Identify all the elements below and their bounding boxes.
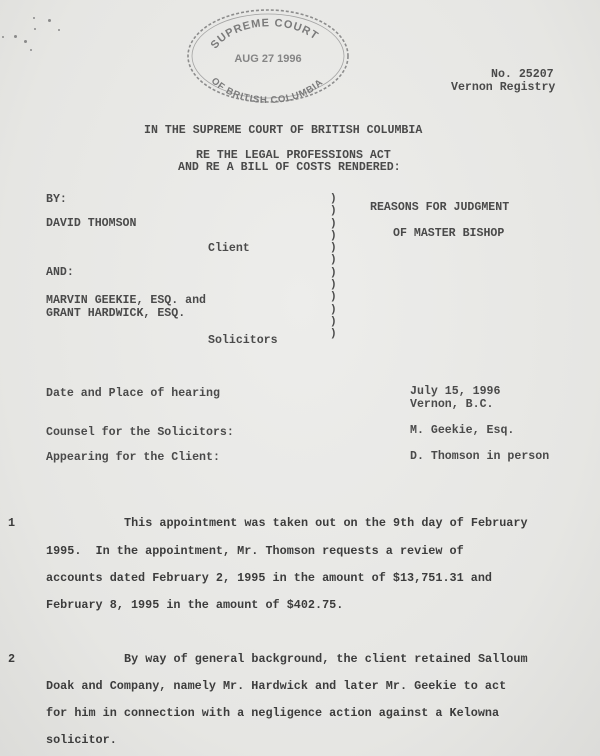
judgment-title-1: REASONS FOR JUDGMENT (370, 201, 510, 214)
paragraph-line: 1995. In the appointment, Mr. Thomson requests a review of (46, 544, 464, 558)
stamp-date: AUG 27 1996 (234, 53, 302, 65)
hearing-date-value: July 15, 1996 (410, 385, 501, 398)
stamp-top-text: SUPREME COURT (208, 17, 321, 52)
bracket: ) (330, 303, 337, 316)
client-role: Client (208, 242, 250, 255)
bracket: ) (330, 291, 337, 304)
client-name: DAVID THOMSON (46, 217, 137, 230)
counsel-label: Counsel for the Solicitors: (46, 426, 234, 439)
client-appearance-label: Appearing for the Client: (46, 451, 220, 464)
paragraph-line: This appointment was taken out on the 9th day of February (124, 516, 528, 530)
re-line-2: AND RE A BILL OF COSTS RENDERED: (178, 161, 401, 174)
judgment-title-2: OF MASTER BISHOP (393, 227, 505, 240)
bracket: ) (330, 328, 337, 341)
bracket: ) (330, 266, 337, 279)
paragraph-number: 1 (8, 516, 16, 530)
file-number: No. 25207 (491, 68, 554, 81)
solicitors-role: Solicitors (208, 334, 278, 347)
solicitor-1: MARVIN GEEKIE, ESQ. and (46, 294, 207, 307)
client-appearance-value: D. Thomson in person (410, 450, 550, 463)
by-label: BY: (46, 193, 67, 206)
counsel-value: M. Geekie, Esq. (410, 424, 515, 437)
re-line-1: RE THE LEGAL PROFESSIONS ACT (196, 149, 391, 162)
paragraph-line: accounts dated February 2, 1995 in the amount of $13,751.31 and (46, 571, 492, 585)
bracket: ) (330, 205, 337, 218)
stamp-bottom-text: OF BRITISH COLUMBIA (208, 75, 326, 106)
hearing-date-label: Date and Place of hearing (46, 387, 220, 400)
svg-text:SUPREME COURT (209, 17, 321, 51)
registry: Vernon Registry (451, 81, 556, 94)
hearing-place-value: Vernon, B.C. (410, 398, 494, 411)
paragraph-line: for him in connection with a negligence action against a Kelowna (46, 706, 500, 720)
paragraph-line: Doak and Company, namely Mr. Hardwick and later Mr. Geekie to act (46, 679, 507, 693)
paragraph-line: By way of general background, the client retained Salloum (124, 652, 528, 666)
paragraph-number: 2 (8, 652, 16, 666)
court-stamp (184, 6, 352, 106)
court-title: IN THE SUPREME COURT OF BRITISH COLUMBIA (144, 124, 423, 137)
bracket-column (330, 193, 340, 341)
bracket: ) (330, 254, 337, 267)
paragraph-line: February 8, 1995 in the amount of $402.75. (46, 598, 344, 612)
paragraph-line: solicitor. (46, 733, 117, 747)
bracket: ) (330, 315, 337, 328)
bracket: ) (330, 229, 337, 242)
bracket: ) (330, 217, 337, 230)
bracket: ) (330, 193, 337, 205)
bracket: ) (330, 242, 337, 255)
svg-text:OF BRITISH COLUMBIA (209, 76, 326, 106)
and-label: AND: (46, 266, 74, 279)
bracket: ) (330, 279, 337, 292)
solicitor-2: GRANT HARDWICK, ESQ. (46, 307, 186, 320)
